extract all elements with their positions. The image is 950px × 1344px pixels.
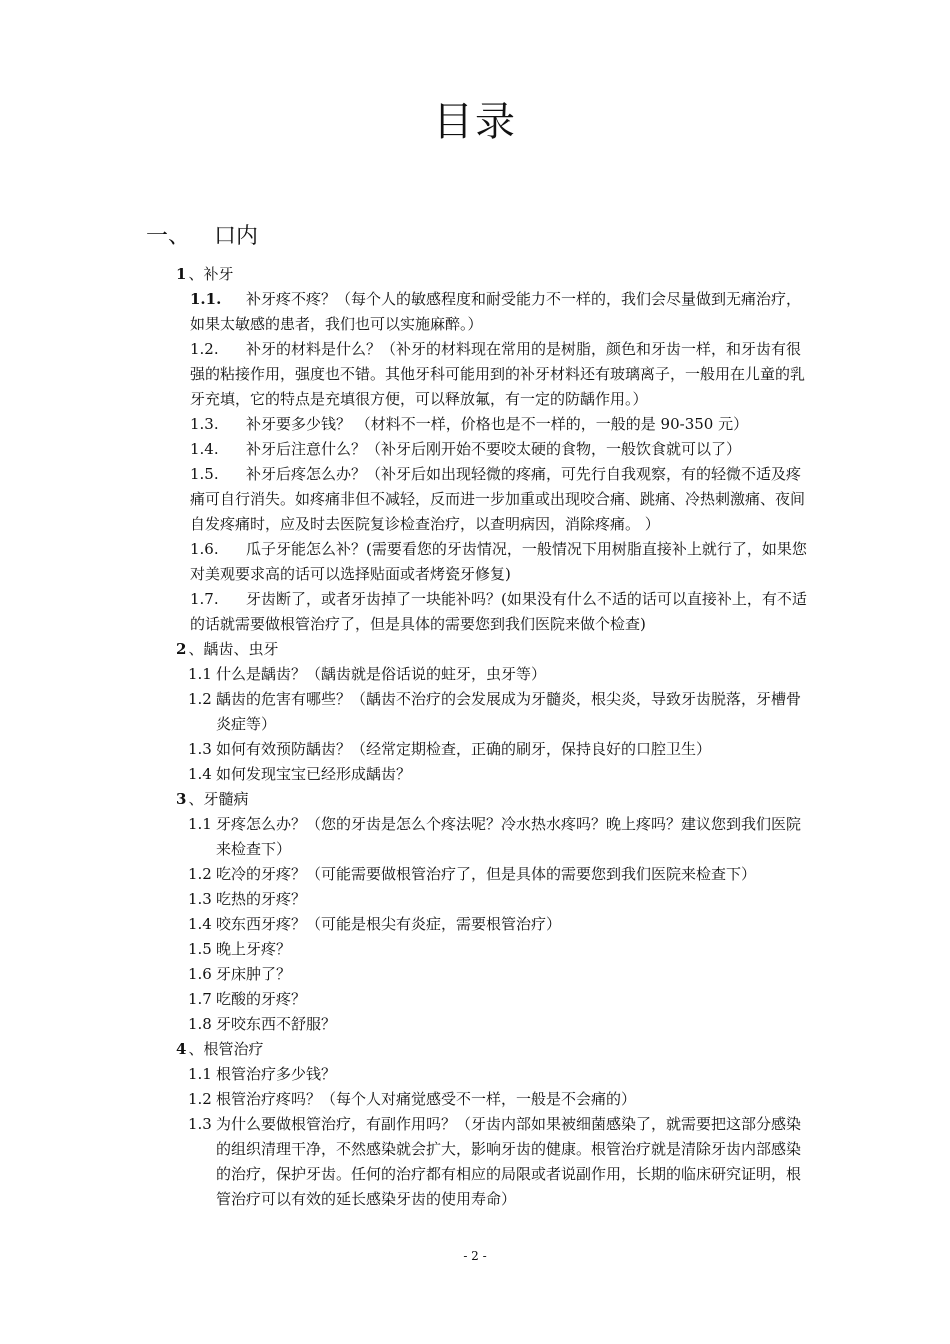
toc-item [0, 537, 950, 587]
item-text: 牙齿断了，或者牙齿掉了一块能补吗？(如果没有什么不适的话可以直接补上，有不适的话就需要做根管治疗了，但是具体的需要您到我们医院来做个检查) [190, 590, 807, 633]
item-text: 什么是龋齿？（龋齿就是俗话说的蛀牙，虫牙等） [216, 665, 547, 683]
item-number: 1.6. [190, 540, 219, 558]
item-number: 1.2 [188, 690, 212, 708]
item-text: 根管治疗多少钱？ [216, 1065, 337, 1083]
toc-item [0, 812, 950, 862]
toc-item [0, 287, 950, 337]
category-title: 、牙髓病 [188, 790, 249, 808]
item-number: 1.3 [188, 740, 212, 758]
item-text: 晚上牙疼？ [216, 940, 292, 958]
item-text: 龋齿的危害有哪些？（龋齿不治疗的会发展成为牙髓炎，根尖炎，导致牙齿脱落，牙槽骨炎症等） [216, 690, 802, 733]
toc-item [0, 1062, 950, 1087]
item-text: 为什么要做根管治疗，有副作用吗？（牙齿内部如果被细菌感染了，就需要把这部分感染的组织清理干净，不然感染就会扩大，影响牙齿的健康。根管治疗就是清除牙齿内部感染的治疗，保护牙齿。任何的治疗都有相应的局限或者说副作用，长期的临床研究证明，根管治疗可以有效的延长感染牙齿的使用寿命） [216, 1115, 802, 1208]
item-number: 1.3. [190, 415, 219, 433]
item-number: 1.4. [190, 440, 219, 458]
toc-category-heading [0, 262, 950, 287]
item-text: 瓜子牙能怎么补？(需要看您的牙齿情况，一般情况下用树脂直接补上就行了，如果您对美观要求高的话可以选择贴面或者烤瓷牙修复) [190, 540, 807, 583]
category-number: 4 [176, 1040, 187, 1058]
page-number: - 2 - [463, 1249, 487, 1263]
page-title: 目录 [433, 99, 517, 145]
item-number: 1.7. [190, 590, 219, 608]
section-number: 一、 [146, 224, 191, 249]
item-number: 1.1. [190, 290, 222, 308]
toc-item [0, 337, 950, 412]
toc-item [0, 662, 950, 687]
item-number: 1.1 [188, 815, 212, 833]
item-text: 牙咬东西不舒服？ [216, 1015, 337, 1033]
item-number: 1.7 [188, 990, 212, 1008]
item-text: 补牙后注意什么？（补牙后刚开始不要咬太硬的食物，一般饮食就可以了） [246, 440, 742, 458]
section-heading [146, 222, 258, 252]
toc-content [0, 262, 950, 1212]
item-text: 补牙要多少钱？ （材料不一样，价格也是不一样的，一般的是 90-350 元） [246, 415, 749, 433]
item-text: 吃冷的牙疼？（可能需要做根管治疗了，但是具体的需要您到我们医院来检查下） [216, 865, 757, 883]
toc-item [0, 1087, 950, 1112]
item-text: 补牙后疼怎么办？（补牙后如出现轻微的疼痛，可先行自我观察，有的轻微不适及疼痛可自行消失。如疼痛非但不减轻，反而进一步加重或出现咬合痛、跳痛、冷热刺激痛、夜间自发疼痛时，应及时去医院复诊检查治疗，以查明病因，消除疼痛。 ） [190, 465, 806, 533]
item-number: 1.6 [188, 965, 212, 983]
item-number: 1.8 [188, 1015, 212, 1033]
toc-item [0, 737, 950, 762]
item-text: 牙床肿了？ [216, 965, 292, 983]
toc-item [0, 1012, 950, 1037]
category-title: 、补牙 [188, 265, 234, 283]
toc-category-heading [0, 637, 950, 662]
item-number: 1.2. [190, 340, 219, 358]
category-number: 2 [176, 640, 187, 658]
category-number: 3 [176, 790, 187, 808]
item-number: 1.3 [188, 890, 212, 908]
item-number: 1.4 [188, 915, 212, 933]
toc-item [0, 912, 950, 937]
toc-item [0, 1112, 950, 1212]
item-text: 咬东西牙疼？（可能是根尖有炎症，需要根管治疗） [216, 915, 562, 933]
category-title: 、根管治疗 [188, 1040, 264, 1058]
category-title: 、龋齿、虫牙 [188, 640, 279, 658]
item-number: 1.2 [188, 1090, 212, 1108]
item-text: 如何有效预防龋齿？（经常定期检查，正确的刷牙，保持良好的口腔卫生） [216, 740, 712, 758]
toc-item [0, 687, 950, 737]
item-number: 1.1 [188, 665, 212, 683]
toc-category-heading [0, 1037, 950, 1062]
toc-item [0, 762, 950, 787]
item-text: 吃热的牙疼？ [216, 890, 307, 908]
item-number: 1.4 [188, 765, 212, 783]
toc-item [0, 587, 950, 637]
item-number: 1.1 [188, 1065, 212, 1083]
toc-item [0, 862, 950, 887]
section-title: 口内 [214, 224, 259, 249]
category-number: 1 [176, 265, 187, 283]
item-text: 补牙疼不疼？（每个人的敏感程度和耐受能力不一样的，我们会尽量做到无痛治疗，如果太敏感的患者，我们也可以实施麻醉。） [190, 290, 802, 333]
toc-item [0, 437, 950, 462]
item-text: 牙疼怎么办？（您的牙齿是怎么个疼法呢？冷水热水疼吗？晚上疼吗？建议您到我们医院来检查下） [216, 815, 802, 858]
item-text: 如何发现宝宝已经形成龋齿？ [216, 765, 412, 783]
toc-item [0, 462, 950, 537]
toc-item [0, 962, 950, 987]
toc-category-heading [0, 787, 950, 812]
toc-item [0, 937, 950, 962]
item-text: 补牙的材料是什么？（补牙的材料现在常用的是树脂，颜色和牙齿一样，和牙齿有很强的粘接作用，强度也不错。其他牙科可能用到的补牙材料还有玻璃离子，一般用在儿童的乳牙充填，它的特点是充填很方便，可以释放氟，有一定的防龋作用。） [190, 340, 806, 408]
item-text: 吃酸的牙疼？ [216, 990, 307, 1008]
toc-item [0, 987, 950, 1012]
item-text: 根管治疗疼吗？（每个人对痛觉感受不一样，一般是不会痛的） [216, 1090, 637, 1108]
toc-item [0, 412, 950, 437]
item-number: 1.3 [188, 1115, 212, 1133]
item-number: 1.2 [188, 865, 212, 883]
item-number: 1.5 [188, 940, 212, 958]
toc-item [0, 887, 950, 912]
item-number: 1.5. [190, 465, 219, 483]
